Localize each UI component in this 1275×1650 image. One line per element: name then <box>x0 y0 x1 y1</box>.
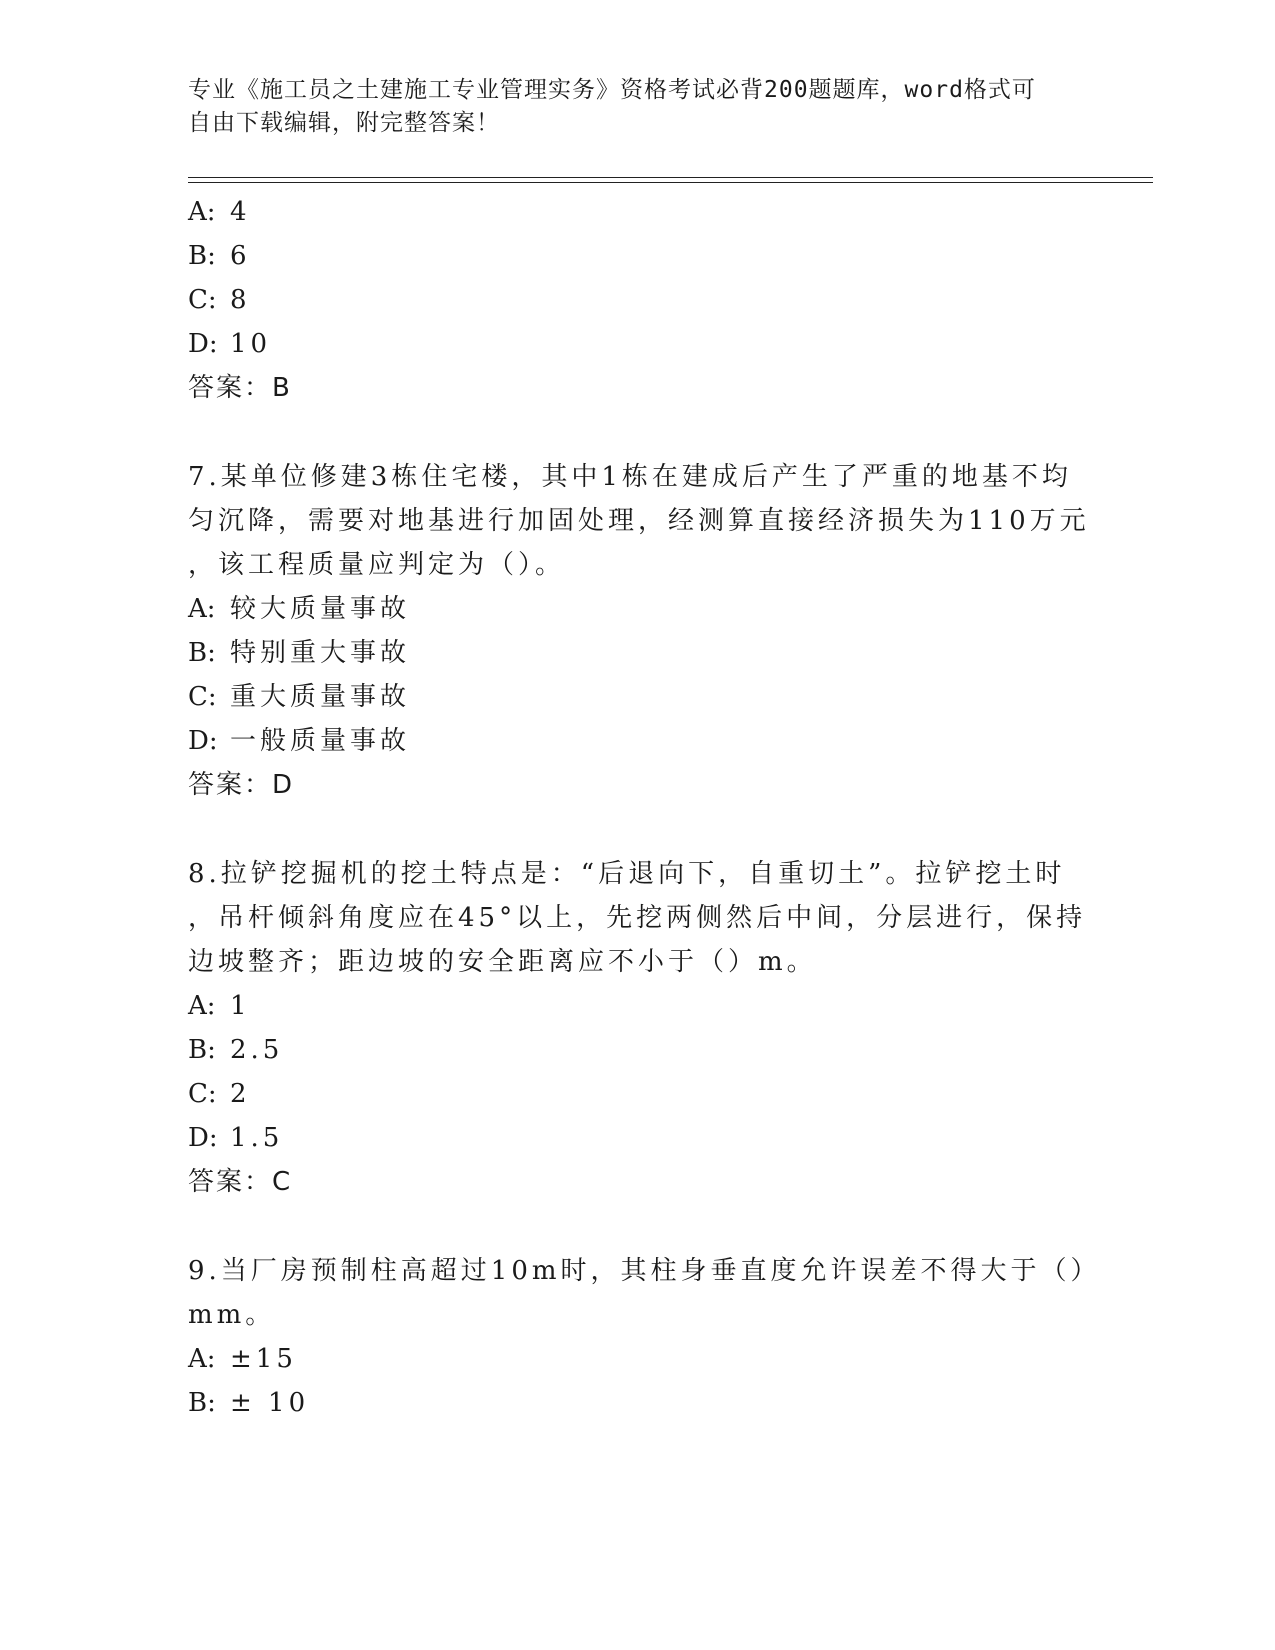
option-key: D: <box>188 329 218 359</box>
document-header <box>188 74 1088 140</box>
option-text: 6 <box>230 241 251 271</box>
option-c <box>188 284 251 316</box>
option-key: C: <box>188 682 217 712</box>
option-c <box>188 681 410 713</box>
option-d <box>188 725 410 757</box>
option-b <box>188 1387 309 1419</box>
option-text: 1.5 <box>230 1123 284 1153</box>
answer-line: 答案：D <box>188 770 295 800</box>
option-a <box>188 990 251 1022</box>
option-text: ±15 <box>230 1344 297 1374</box>
answer-line: 答案：C <box>188 1167 293 1197</box>
option-a <box>188 1343 297 1375</box>
option-b <box>188 637 410 669</box>
header-line-1: 专业《施工员之土建施工专业管理实务》资格考试必背200题题库，word格式可 <box>188 77 1036 103</box>
question-9-text-line-2: mm。 <box>188 1300 276 1330</box>
option-key: B: <box>188 241 216 271</box>
option-key: A: <box>188 991 216 1021</box>
option-key: A: <box>188 197 216 227</box>
question-8-text-line-1: 8.拉铲挖掘机的挖土特点是：“后退向下，自重切土”。拉铲挖土时 <box>188 859 1066 889</box>
header-line-2: 自由下载编辑，附完整答案！ <box>188 110 500 136</box>
option-text: 8 <box>230 285 251 315</box>
option-key: A: <box>188 594 216 624</box>
option-b <box>188 1034 283 1066</box>
header-divider-top <box>188 177 1153 178</box>
question-7-text-line-2: 匀沉降，需要对地基进行加固处理，经测算直接经济损失为110万元 <box>188 506 1090 536</box>
question-7-text-line-1: 7.某单位修建3栋住宅楼，其中1栋在建成后产生了严重的地基不均 <box>188 462 1072 492</box>
option-text: 特别重大事故 <box>230 638 411 668</box>
option-text: 10 <box>230 329 272 359</box>
option-a <box>188 593 410 625</box>
option-key: D: <box>188 726 218 756</box>
option-text: 4 <box>230 197 251 227</box>
option-key: B: <box>188 1035 216 1065</box>
option-key: C: <box>188 1079 217 1109</box>
option-c <box>188 1078 251 1110</box>
option-d <box>188 1122 283 1154</box>
option-key: B: <box>188 638 216 668</box>
option-text: 2 <box>230 1079 251 1109</box>
option-text: 较大质量事故 <box>230 594 411 624</box>
option-text: 1 <box>230 991 251 1021</box>
option-text: 重大质量事故 <box>230 682 411 712</box>
question-8-text-line-2: ，吊杆倾斜角度应在45°以上，先挖两侧然后中间，分层进行，保持 <box>188 903 1087 933</box>
answer-line: 答案：B <box>188 373 292 403</box>
option-key: D: <box>188 1123 218 1153</box>
option-text: 一般质量事故 <box>230 726 411 756</box>
option-b <box>188 240 251 272</box>
question-7-text-line-3: ，该工程质量应判定为（）。 <box>188 550 566 580</box>
option-a <box>188 196 251 228</box>
option-d <box>188 328 271 360</box>
option-text: ± 10 <box>230 1388 310 1418</box>
question-9-text-line-1: 9.当厂房预制柱高超过10m时，其柱身垂直度允许误差不得大于（） <box>188 1256 1101 1286</box>
question-8-text-line-3: 边坡整齐；距边坡的安全距离应不小于（）m。 <box>188 947 817 977</box>
header-divider-bottom <box>188 182 1153 183</box>
option-text: 2.5 <box>230 1035 284 1065</box>
option-key: C: <box>188 285 217 315</box>
option-key: B: <box>188 1388 216 1418</box>
option-key: A: <box>188 1344 216 1374</box>
